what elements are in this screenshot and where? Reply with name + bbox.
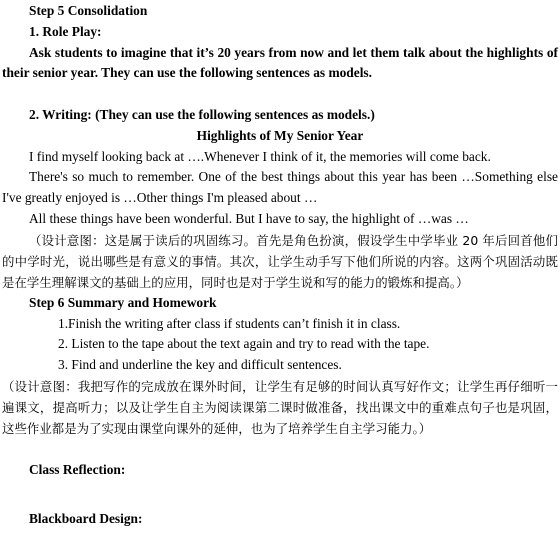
spacer — [2, 84, 558, 105]
homework-item-3: 3. Find and underline the key and difficult sentences. — [58, 357, 342, 373]
role-play-text: Ask students to imagine that it’s 20 years from now and let them talk about the highlights of their senior year. They can use the following sentences as models. — [2, 44, 558, 81]
essay-title: Highlights of My Senior Year — [196, 127, 364, 143]
writing-title: 2. Writing: (They can use the following sentences as models.) — [29, 106, 375, 122]
step6-design-note: （设计意图：我把写作的完成放在课外时间，让学生有足够的时间认真写好作文；让学生再仔细听一遍课文，提高听力；以及让学生自主为阅读课第二课时做准备，找出课文中的重难点句子也是巩固，这些作业都是为了实现由课堂向课外的延伸，也为了培养学生自主学习能力。） — [2, 378, 558, 436]
essay-paragraph-1: I find myself looking back at ….Whenever I think of it, the memories will come back. — [29, 148, 491, 164]
homework-item-2: 2. Listen to the tape about the text again and try to read with the tape. — [58, 336, 430, 352]
spacer — [2, 481, 558, 509]
spacer — [2, 439, 558, 460]
step5-heading: Step 5 Consolidation — [29, 3, 148, 18]
step5-design-note: （设计意图：这是属于读后的巩固练习。首先是角色扮演，假设学生中学毕业 20 年后回首他们的中学时光，说出哪些是有意义的事情。其次，让学生动手写下他们所说的内容。这两个巩固活动既是在学生理解课文的基础上的应用，同时也是对于学生说和写的能力的锻炼和提高。） — [2, 232, 558, 290]
class-reflection-heading: Class Reflection: — [29, 461, 126, 477]
role-play-title: 1. Role Play: — [29, 23, 102, 39]
homework-item-1: 1.Finish the writing after class if students can’t finish it in class. — [58, 315, 401, 331]
essay-paragraph-2: There's so much to remember. One of the best things about this year has been …Something else I've greatly enjoyed is …Other things I'm pleased about … — [2, 169, 558, 206]
step6-heading: Step 6 Summary and Homework — [29, 294, 217, 310]
essay-paragraph-3: All these things have been wonderful. But I have to say, the highlight of …was … — [29, 210, 469, 226]
blackboard-design-heading: Blackboard Design: — [29, 510, 143, 526]
